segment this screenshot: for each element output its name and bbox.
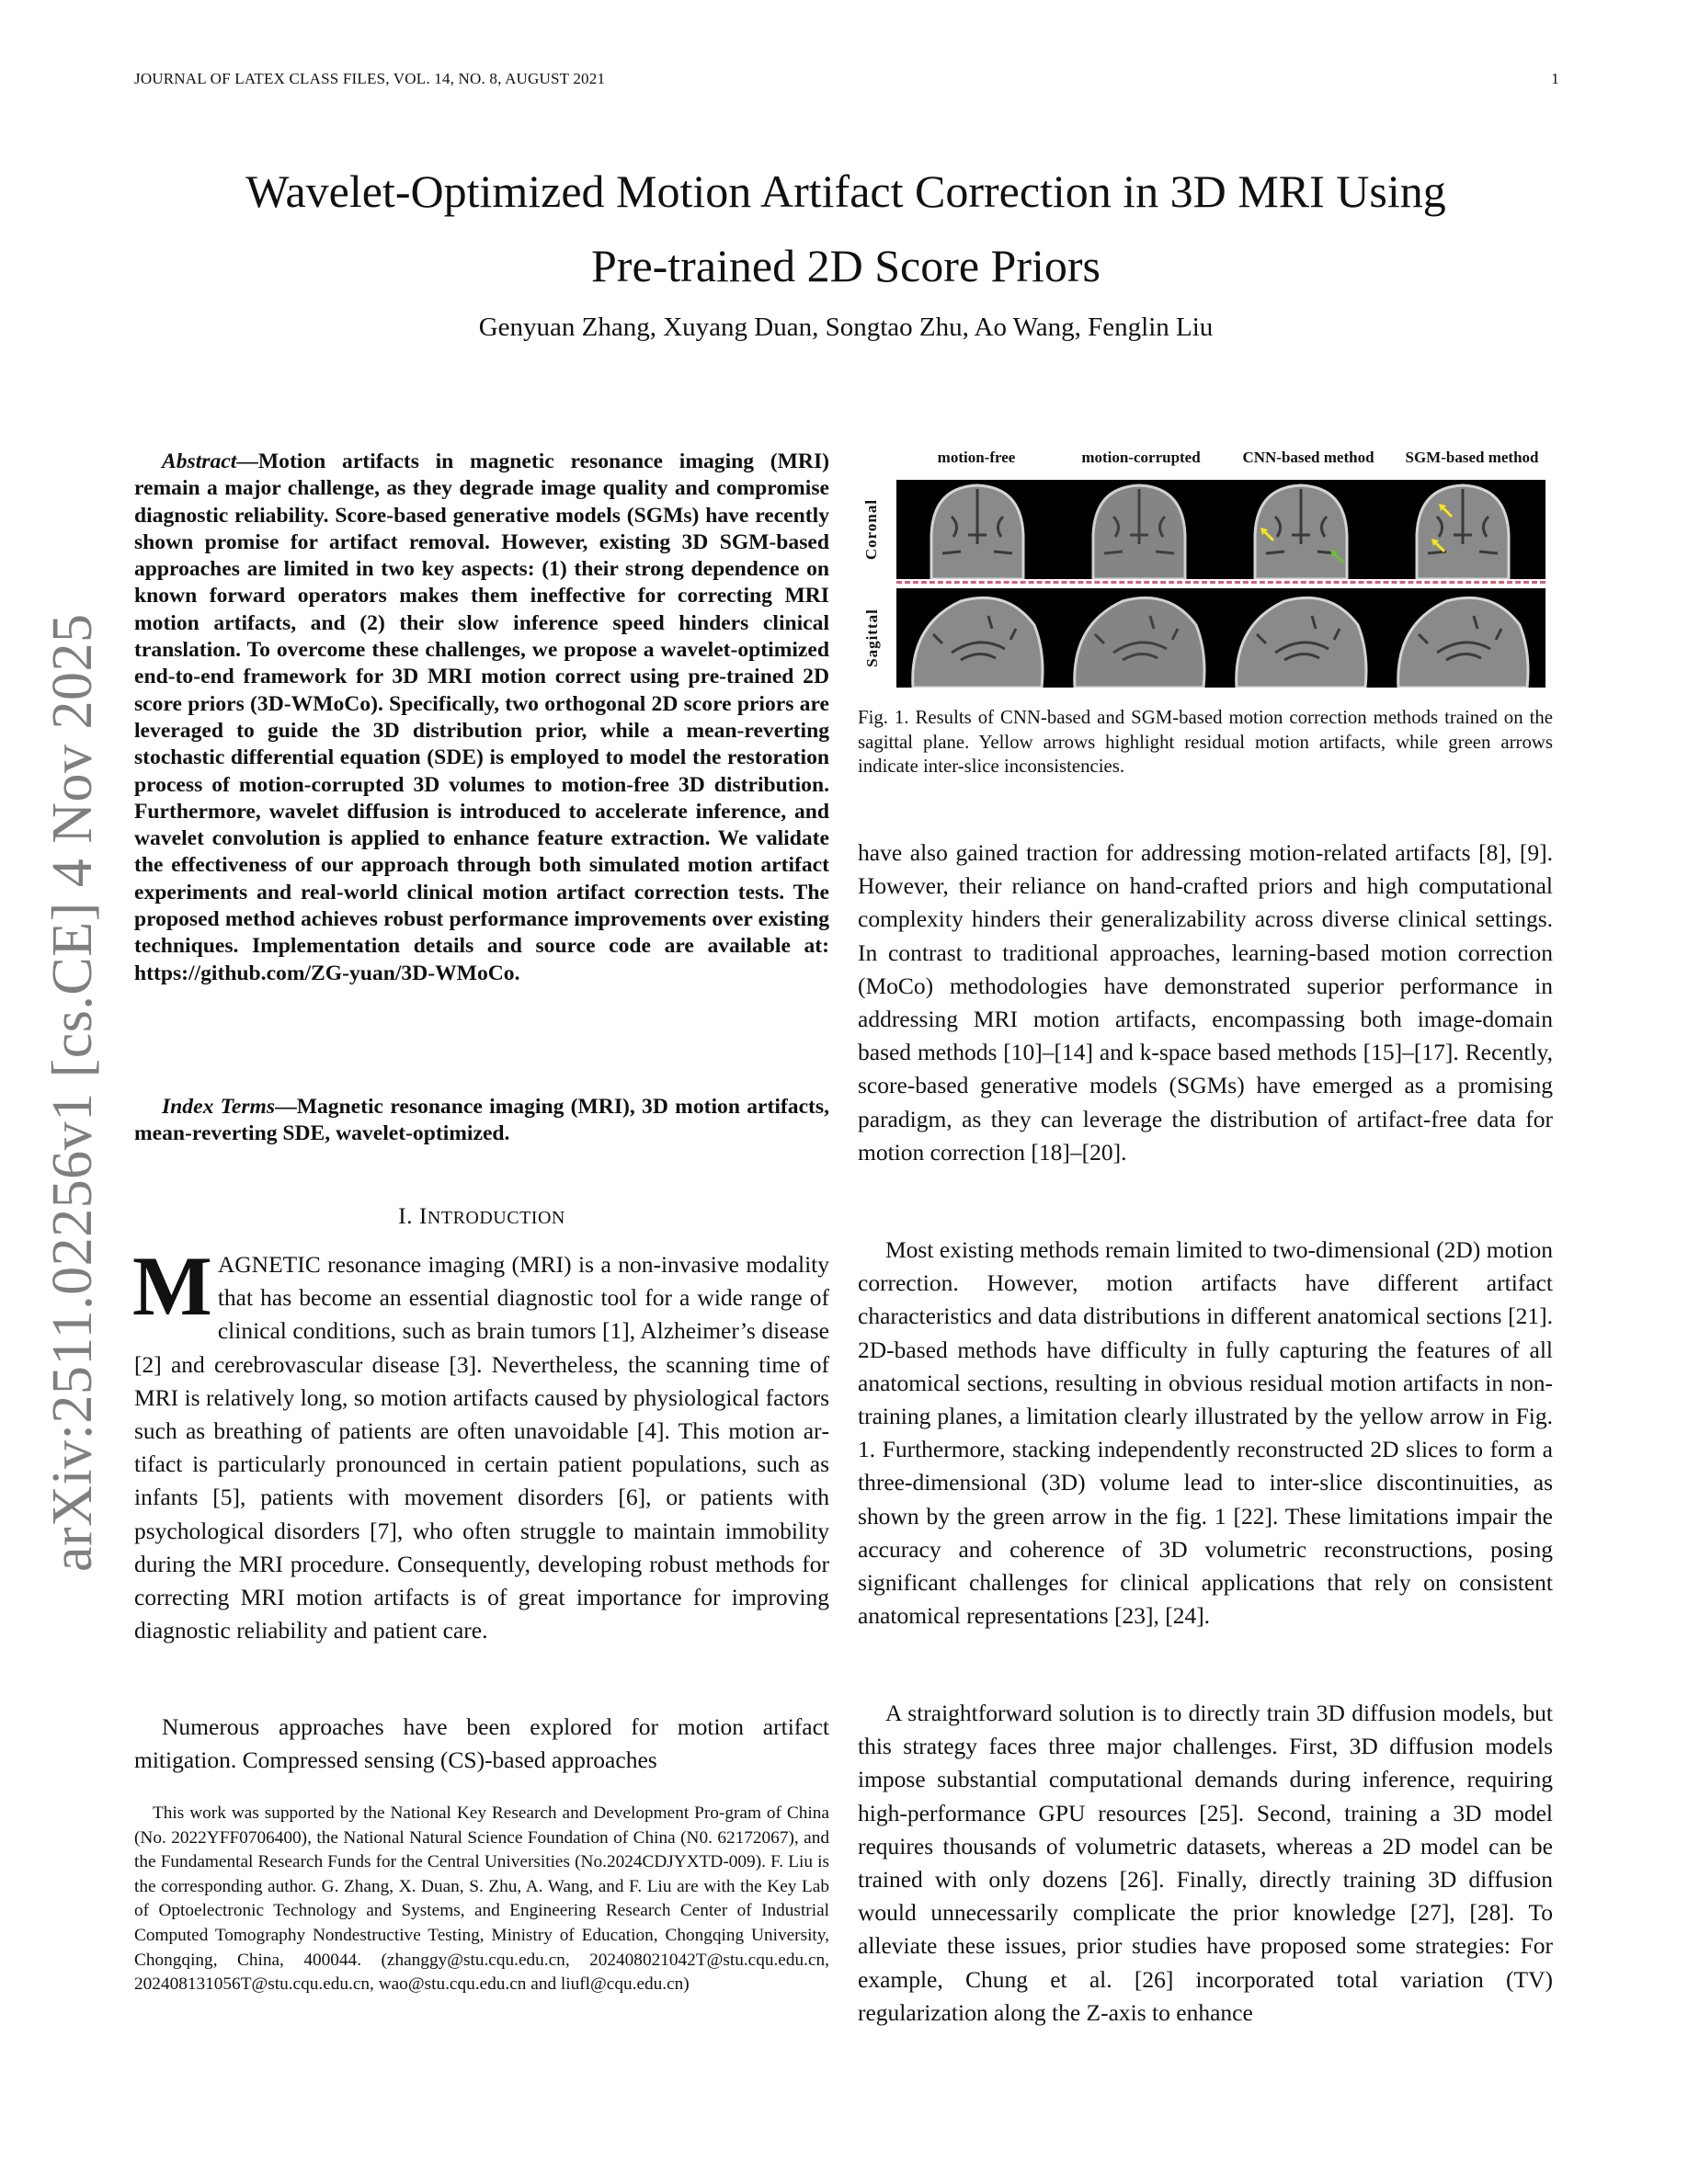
index-terms: [134, 1094, 829, 1148]
right-paragraph-2: Most existing methods remain limited to two-dimensional (2D) motion correction. However, motion artifacts have different artifact characteristics and data distributions in different anatomical sections [21]. 2D-based methods have difficulty in fully capturing the features of all anatomical sections, resulting in obvious residual motion artifacts in non-training planes, a limitation clearly illustrated by the yellow arrow in Fig. 1. Furthermore, stacking independently reconstructed 2D slices to form a three-dimensional (3D) volume lead to inter-slice discontinuities, as shown by the green arrow in the fig. 1 [22]. These limitations impair the accuracy and coherence of 3D volumetric reconstructions, posing significant challenges for clinical applications that rely on consistent anatomical representations [23], [24].: [858, 1236, 1553, 1630]
coronal-motion-corrupted-image: [1058, 480, 1220, 579]
arxiv-identifier: arXiv:2511.02256v1 [cs.CE] 4 Nov 2025: [41, 613, 104, 1572]
sagittal-image-row: [896, 588, 1545, 688]
title-line-1: Wavelet-Optimized Motion Artifact Correction in 3D MRI Using: [245, 165, 1446, 217]
abstract-label: Abstract: [162, 449, 237, 473]
column-label-motion-free: motion-free: [937, 449, 1016, 466]
column-label-cnn: CNN-based method: [1242, 449, 1374, 466]
coronal-image-row: [896, 480, 1545, 579]
sagittal-cnn-image: [1220, 588, 1382, 688]
paper-title: [129, 154, 1563, 303]
coronal-sgm-image: [1382, 480, 1544, 579]
title-line-2: Pre-trained 2D Score Priors: [590, 240, 1101, 291]
section-title-rest: NTRODUCTION: [427, 1208, 565, 1228]
index-terms-label: Index Terms: [162, 1095, 276, 1119]
sagittal-motion-free-image: [896, 588, 1058, 688]
intro-paragraph-1-text: AGNETIC resonance imaging (MRI) is a non-invasive modality that has become an essential diagnostic tool for a wide range of clinical conditions, such as brain tumors [1], Alzheimer’s disease [2] and cerebrovascular disease [3]. Nevertheless, the scanning time of MRI is relatively long, so motion artifacts caused by physiological factors such as breathing of patients are often unavoidable [4]. This motion artifact is particularly pronounced in certain patient populations, such as infants [5], patients with movement disorders [6], or patients with psychological disorders [7], who often struggle to maintain immobility during the MRI procedure. Consequently, developing robust methods for correcting MRI motion artifacts is of great importance for improving diagnostic reliability and patient care.: [134, 1251, 829, 1644]
row-label-coronal: Coronal: [862, 498, 881, 561]
intro-paragraph-1: [132, 1239, 829, 1647]
funding-footnote: This work was supported by the National Key Research and Development Pro-gram of China (No. 2022YFF0706400), the National Natural Science Foundation of China (N0. 62172067), and the Fundamental Research Funds for the Central Universities (No.2024CDJYXTD-009). F. Liu is the corresponding author. G. Zhang, X. Duan, S. Zhu, A. Wang, and F. Liu are with the Key Lab of Optoelectronic Technology and Systems, and Engineering Research Center of Industrial Computed Tomography Nondestructive Testing, Ministry of Education, Chongqing University, Chongqing, China, 400044. (zhanggy@stu.cqu.edu.cn, 202408021042T@stu.cqu.edu.cn, 202408131056T@stu.cqu.edu.cn, wao@stu.cqu.edu.cn and liufl@cqu.edu.cn): [134, 1803, 829, 1995]
row-label-sagittal: Sagittal: [862, 609, 881, 667]
running-header: [134, 70, 1559, 92]
coronal-motion-free-image: [896, 480, 1058, 579]
sagittal-sgm-image: [1382, 588, 1544, 688]
intro-paragraph-2: Numerous approaches have been explored for motion artifact mitigation. Compressed sensing (CS)-based approaches: [134, 1713, 829, 1774]
index-terms-text: —Magnetic resonance imaging (MRI), 3D motion artifacts, mean-reverting SDE, wavelet-optimized.: [134, 1095, 829, 1146]
figure-1: [858, 441, 1553, 699]
journal-name: JOURNAL OF LATEX CLASS FILES, VOL. 14, NO. 8, AUGUST 2021: [134, 70, 606, 87]
sagittal-motion-corrupted-image: [1058, 588, 1220, 688]
section-title-initial: I: [418, 1202, 428, 1229]
abstract-text: —Motion artifacts in magnetic resonance imaging (MRI) remain a major challenge, as they degrade image quality and compromise diagnostic reliability. Score-based generative models (SGMs) have recently shown promise for artifact removal. However, existing 3D SGM-based approaches are limited in two key aspects: (1) their strong dependence on known forward operators makes them ineffective for correcting MRI motion artifacts, and (2) their slow inference speed hinders clinical translation. To overcome these challenges, we propose a wavelet-optimized end-to-end framework for 3D MRI motion correct using pre-trained 2D score priors (3D-WMoCo). Specifically, two orthogonal 2D score priors are leveraged to guide the 3D distribution prior, while a mean-reverting stochastic differential equation (SDE) is employed to model the restoration process of motion-corrupted 3D volumes to motion-free 3D distribution. Furthermore, wavelet diffusion is introduced to accelerate inference, and wavelet convolution is applied to enhance feature extraction. We validate the effectiveness of our approach through both simulated motion artifact experiments and real-world clinical motion artifact correction tests. The proposed method achieves robust performance improvements over existing techniques. Implementation details and source code are available at: https://github.com/ZG-yuan/3D-WMoCo.: [134, 449, 829, 985]
right-paragraph-1: have also gained traction for addressing motion-related artifacts [8], [9]. However, their reliance on hand-crafted priors and high computational complexity hinders their generalizability across diverse clinical settings. In contrast to traditional approaches, learning-based motion correction (MoCo) methodologies have demonstrated superior performance in addressing MRI motion artifacts, encompassing both image-domain based methods [10]–[14] and k-space based methods [15]–[17]. Recently, score-based generative models (SGMs) have emerged as a promising paradigm, as they can leverage the distribution of artifact-free data for motion correction [18]–[20].: [858, 839, 1553, 1166]
section-number: I.: [398, 1202, 419, 1229]
figure-1-caption: Fig. 1. Results of CNN-based and SGM-based motion correction methods trained on the sagittal plane. Yellow arrows highlight residual motion artifacts, while green arrows indicate inter-slice inconsistencies.: [858, 707, 1553, 778]
figure-column-labels: [895, 449, 1553, 469]
column-label-sgm: SGM-based method: [1405, 449, 1539, 466]
right-paragraph-3: A straightforward solution is to directly train 3D diffusion models, but this strategy faces three major challenges. First, 3D diffusion models impose substantial computational demands during inference, requiring high-performance GPU resources [25]. Second, training a 3D model requires thousands of volumetric datasets, whereas a 2D model can be trained with only dozens [26]. Finally, directly training 3D diffusion would unnecessarily complicate the prior knowledge [27], [28]. To alleviate these issues, prior studies have proposed some strategies: For example, Chung et al. [26] incorporated total variation (TV) regularization along the Z-axis to enhance: [858, 1700, 1553, 2026]
author-list: Genyuan Zhang, Xuyang Duan, Songtao Zhu, Ao Wang, Fenglin Liu: [478, 313, 1214, 342]
figure-dashed-divider: [896, 581, 1545, 584]
coronal-cnn-image: [1220, 480, 1382, 579]
page-number: 1: [1551, 70, 1559, 87]
drop-cap: M: [132, 1239, 212, 1333]
abstract: [134, 449, 829, 987]
section-heading-introduction: [134, 1202, 829, 1230]
column-label-motion-corrupted: motion-corrupted: [1081, 449, 1201, 466]
